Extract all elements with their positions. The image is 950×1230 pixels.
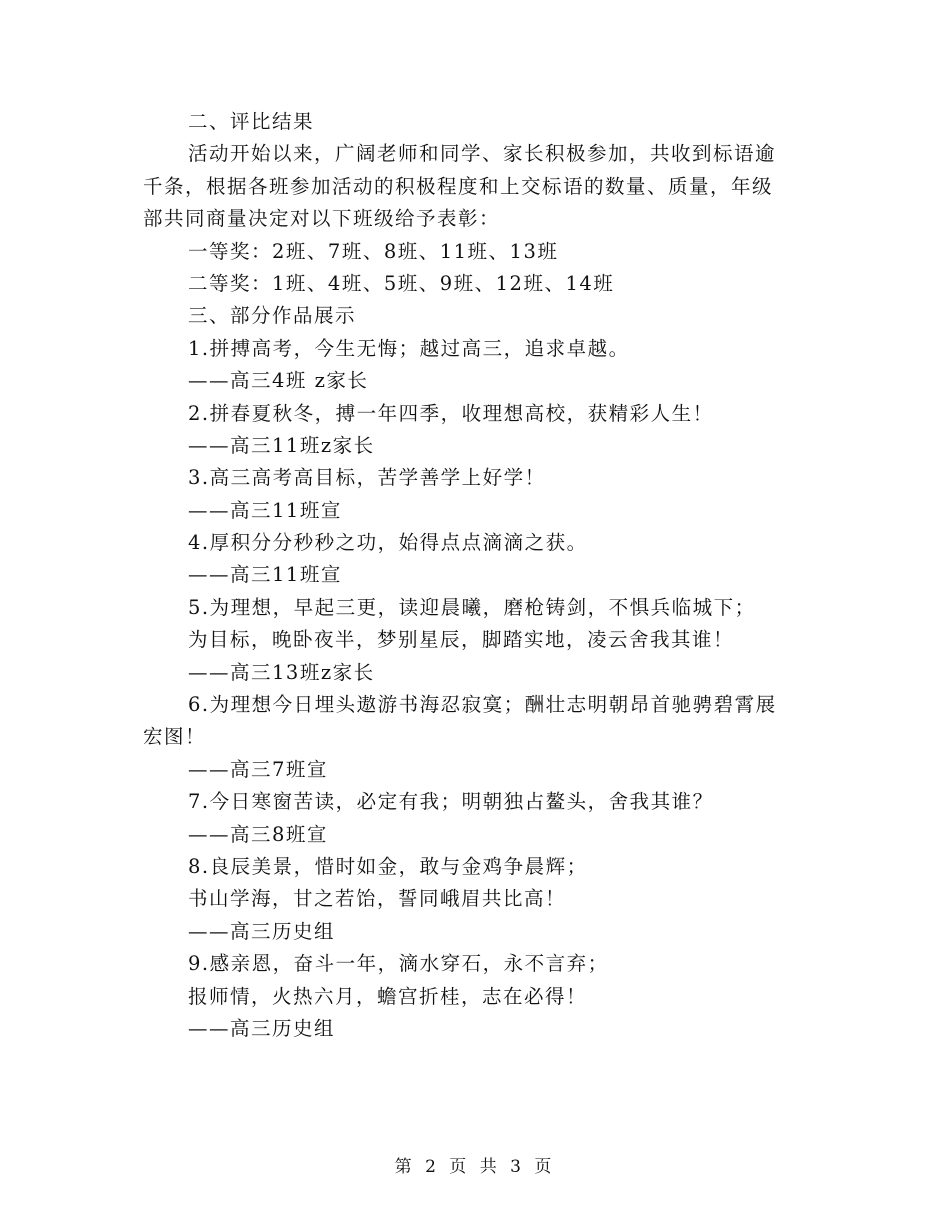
work-text: 2.拼春夏秋冬，搏一年四季，收理想高校，获精彩人生！ [188,401,714,425]
work-text: 8.良辰美景，惜时如金，敢与金鸡争晨辉； [188,854,588,878]
work-author: ——高三4班 z家长 [188,369,369,393]
work-author: ——高三7班宣 [188,757,328,781]
work-author: ——高三8班宣 [188,822,328,846]
work-text: 书山学海，甘之若饴，誓同峨眉共比高！ [188,887,567,911]
work-text: 为目标，晚卧夜半，梦别星辰，脚踏实地，凌云舍我其谁！ [188,628,735,652]
paragraph-line: 活动开始以来，广阔老师和同学、家长积极参加，共收到标语逾 [188,142,777,166]
work-author: ——高三11班宣 [188,563,342,587]
work-author: ——高三13班z家长 [188,660,375,684]
section-heading: 三、部分作品展示 [188,304,357,328]
work-text: 7.今日寒窗苦读，必定有我；明朝独占鳌头，舍我其谁？ [188,790,714,814]
work-text: 9.感亲恩，奋斗一年，滴水穿石，永不言弃； [188,952,609,976]
work-text: 4.厚积分分秒秒之功，始得点点滴滴之获。 [188,531,588,555]
paragraph-line: 千条，根据各班参加活动的积极程度和上交标语的数量、质量，年级 [143,174,774,198]
work-text: 报师情，火热六月，蟾宫折桂，志在必得！ [188,984,588,1008]
work-text: 5.为理想，早起三更，读迎晨曦，磨枪铸剑，不惧兵临城下； [188,595,756,619]
work-text: 6.为理想今日埋头遨游书海忍寂寞；酬壮志明朝昂首驰骋碧霄展 [188,693,777,717]
work-text: 宏图！ [143,725,207,749]
section-heading: 二、评比结果 [188,110,315,133]
work-author: ——高三11班z家长 [188,433,375,457]
page-number-footer: 第 2 页 共 3 页 [394,1157,556,1177]
second-prize-line: 二等奖：1班、4班、5班、9班、12班、14班 [188,271,615,295]
work-text: 3.高三高考高目标，苦学善学上好学！ [188,466,546,490]
document-body [143,106,807,1045]
work-author: ——高三历史组 [188,1016,336,1040]
work-author: ——高三历史组 [188,919,336,943]
work-text: 1.拼搏高考，今生无悔；越过高三，追求卓越。 [188,336,630,360]
paragraph-line: 部共同商量决定对以下班级给予表彰： [143,207,501,231]
work-author: ——高三11班宣 [188,498,342,522]
first-prize-line: 一等奖：2班、7班、8班、11班、13班 [188,239,559,263]
